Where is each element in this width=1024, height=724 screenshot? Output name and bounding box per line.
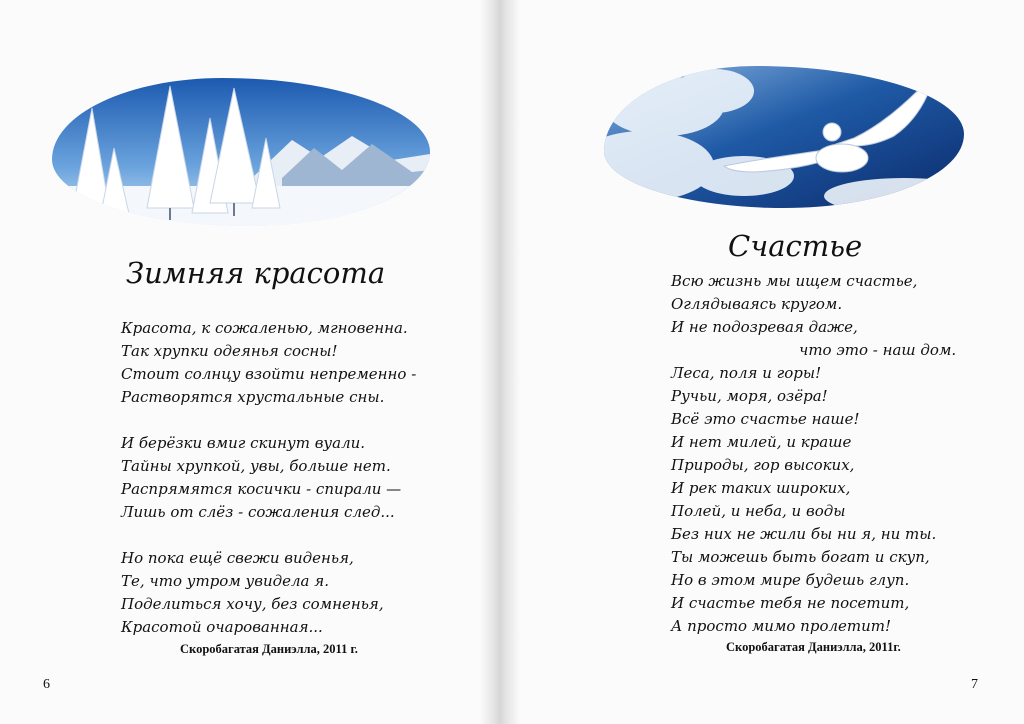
winter-forest-illustration [52,78,430,226]
poem-line: Поделиться хочу, без сомненья, [121,595,384,613]
poem-body [121,317,416,639]
poem-line: И не подозревая даже, [671,318,858,336]
stanza-break [121,524,416,547]
poem-author: Скоробагатая Даниэлла, 2011г. [726,640,901,654]
poem-line: И нет милей, и краше [671,433,852,451]
poem-line: Всё это счастье наше! [671,410,860,428]
poem-line: Тайны хрупкой, увы, больше нет. [121,457,391,475]
page-number: 7 [971,677,978,692]
poem-title: Зимняя красота [126,256,386,290]
page-number: 6 [43,677,50,692]
poem-line: Но в этом мире будешь глуп. [671,571,910,589]
poem-author: Скоробагатая Даниэлла, 2011 г. [180,642,358,656]
poem-line: Природы, гор высоких, [671,456,855,474]
white-dove-sky-illustration [604,66,964,208]
poem-line: Ты можешь быть богат и скуп, [671,548,930,566]
right-page [514,0,1024,724]
poem-line: Полей, и неба, и воды [671,502,846,520]
left-page [0,0,486,724]
poem-line: Те, что утром увидела я. [121,572,329,590]
poem-line: Без них не жили бы ни я, ни ты. [671,525,937,543]
poem-line: Стоит солнцу взойти непременно - [121,365,417,383]
poem-line: Всю жизнь мы ищем счастье, [671,272,918,290]
poem-body [671,270,956,638]
poem-line: что это - наш дом. [799,341,957,359]
poem-line: Красотой очарованная... [121,618,323,636]
poem-line: Так хрупки одеянья сосны! [121,342,338,360]
poem-line: Леса, поля и горы! [671,364,822,382]
poem-line: Красота, к сожаленью, мгновенна. [121,319,408,337]
poem-title: Счастье [728,229,863,263]
poem-line: Лишь от слёз - сожаления след... [121,503,395,521]
poem-line: И берёзки вмиг скинут вуали. [121,434,366,452]
poem-line: И счастье тебя не посетит, [671,594,910,612]
poem-line: Оглядываясь кругом. [671,295,843,313]
stanza-break [121,409,416,432]
poem-line: И рек таких широких, [671,479,851,497]
poem-line: Но пока ещё свежи виденья, [121,549,354,567]
poem-line: Распрямятся косички - спирали — [121,480,402,498]
poem-line: А просто мимо пролетит! [671,617,892,635]
poem-line: Растворятся хрустальные сны. [121,388,385,406]
poem-line: Ручьи, моря, озёра! [671,387,828,405]
